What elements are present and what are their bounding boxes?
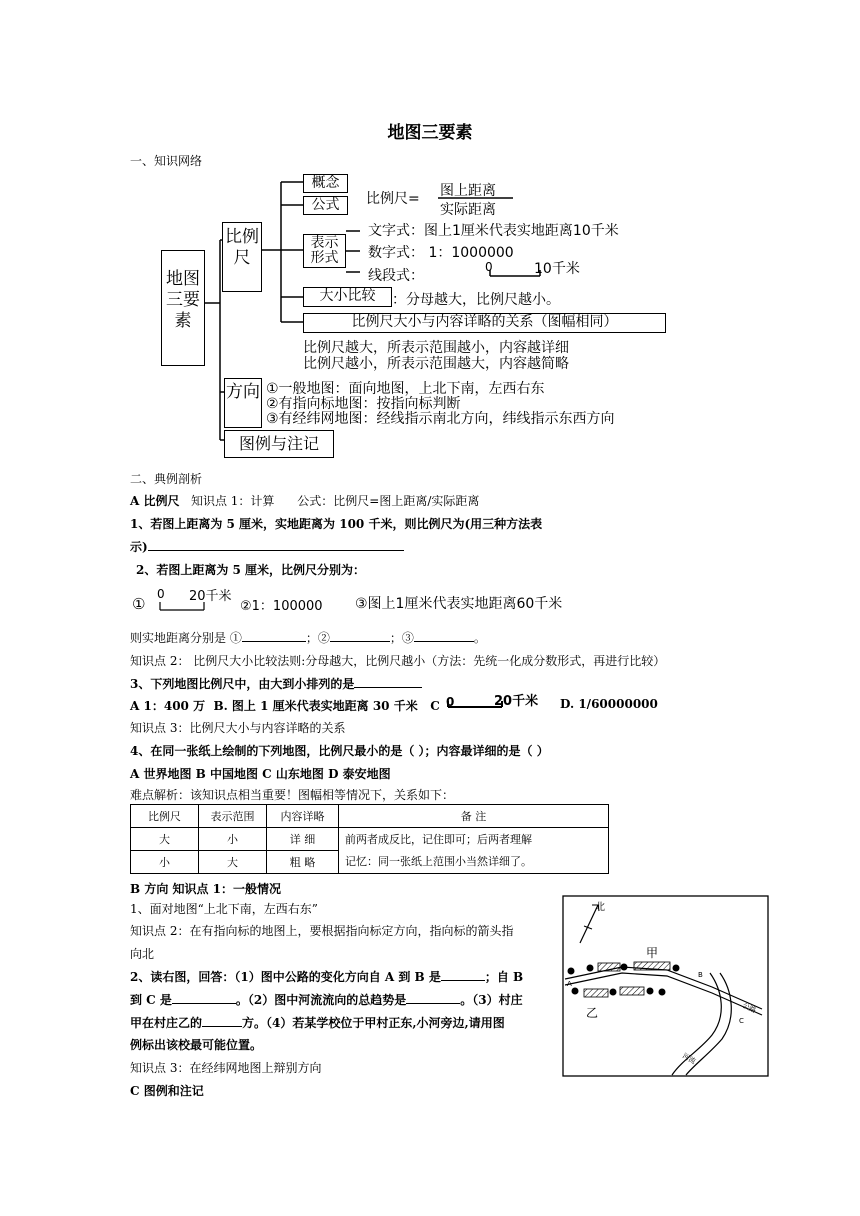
question-4-options: A 世界地图 B 中国地图 C 山东地图 D 泰安地图: [130, 767, 391, 781]
difficulty-note: 难点解析：该知识点相当重要！图幅相等情况下，关系如下：: [130, 788, 455, 802]
direction-item-3: ③有经纬网地图：经线指示南北方向，纬线指示东西方向: [266, 411, 615, 427]
relation-line-2: 比例尺越小，所表示范围越大，内容越简略: [303, 356, 569, 372]
section-knowledge-network: 一、知识网络: [130, 154, 203, 168]
mindmap-relation-node: 比例尺大小与内容详略的关系（图幅相同）: [303, 313, 666, 333]
mindmap-concept-node: 概念: [303, 174, 348, 193]
page-title: 地图三要素: [387, 123, 473, 143]
b-kp2-line2: 向北: [130, 947, 155, 961]
b2-line4: 例标出该校最可能位置。: [130, 1038, 263, 1052]
q3-line-scale: [446, 700, 506, 710]
b2-line3: 甲在村庄乙的 方。（4）若某学校位于甲村正东,小河旁边,请用图: [130, 1016, 505, 1030]
b-item-1: 1、面对地图“上北下南，左西右东”: [130, 902, 318, 916]
text-form: 文字式：图上1厘米代表实地距离10千米: [368, 223, 619, 239]
answer-blank[interactable]: [148, 538, 404, 551]
part-a-heading: A 比例尺 知识点 1：计算 公式：比例尺=图上距离/实际距离: [130, 494, 480, 508]
table-row: 大 小 详 细 前两者成反比，记住即可；后两者理解 记忆：同一张纸上范围小当然详细了。: [131, 828, 609, 851]
q3-optc-zero: 0: [446, 695, 455, 709]
point-c-label: C: [739, 1017, 744, 1025]
q2-option-1-end: 20千米: [189, 589, 232, 604]
mindmap-direction-node: 方向: [224, 378, 262, 428]
part-c-heading: C 图例和注记: [130, 1084, 204, 1098]
mindmap-scale-node: 比例尺: [222, 222, 262, 292]
table-header-row: 比例尺 表示范围 内容详略 备 注: [131, 805, 609, 828]
q3-option-d: D. 1/60000000: [560, 697, 658, 711]
q2-line-scale: [158, 600, 208, 612]
knowledge-point-2: 知识点 2： 比例尺大小比较法则:分母越大，比例尺越小（方法：先统一化成分数形式，再进行比较）: [130, 654, 666, 668]
mindmap-compare-node: 大小比较: [303, 287, 392, 307]
formula-lhs: 比例尺=: [366, 191, 420, 207]
q2-option-1-mark: ①: [132, 595, 146, 613]
q3-optc-end: 20千米: [494, 694, 539, 709]
question-2: 2、若图上距离为 5 厘米，比例尺分别为：: [136, 563, 366, 577]
direction-item-2: ②有指向标地图：按指向标判断: [266, 396, 461, 412]
line-form-end: 10千米: [534, 261, 580, 277]
number-form: 数字式： 1：1000000: [368, 245, 514, 261]
knowledge-point-3: 知识点 3：比例尺大小与内容详略的关系: [130, 721, 346, 735]
mindmap-root: 地图三要素: [161, 250, 205, 366]
village-jia-label: 甲: [646, 946, 659, 960]
line-form-label: 线段式：: [368, 268, 424, 284]
mindmap-forms-node: 表示形式: [303, 234, 346, 268]
line-form-zero: 0: [485, 260, 493, 274]
point-a-label: A: [567, 980, 572, 988]
direction-item-1: ①一般地图：面向地图，上北下南，左西右东: [266, 381, 545, 397]
question-3: 3、下列地图比例尺中，由大到小排列的是: [130, 675, 422, 692]
village-yi-block-2: [620, 987, 644, 995]
table-row: 小 大 粗 略: [131, 851, 609, 874]
q2-option-1-zero: 0: [157, 587, 165, 601]
river-label: 河流: [681, 1051, 698, 1066]
formula-denominator: 实际距离: [440, 202, 496, 218]
q2-option-2: ②1：100000: [240, 599, 323, 614]
formula-numerator: 图上距离: [440, 183, 496, 199]
table-note: 前两者成反比，记住即可；后两者理解 记忆：同一张纸上范围小当然详细了。: [339, 828, 609, 874]
village-yi-label: 乙: [586, 1006, 599, 1020]
b-kp2-line1: 知识点 2：在有指向标的地图上，要根据指向标定方向，指向标的箭头指: [130, 924, 514, 938]
village-map: [562, 895, 770, 1077]
village-yi-block-1: [584, 989, 608, 997]
section-examples: 二、典例剖析: [130, 472, 203, 486]
mindmap-legend-node: 图例与注记: [224, 430, 334, 458]
part-b-heading: B 方向 知识点 1：一般情况: [130, 882, 282, 896]
relation-line-1: 比例尺越大，所表示范围越小，内容越详细: [303, 340, 569, 356]
compare-text: ：分母越大，比例尺越小。: [392, 292, 560, 308]
question-1-line1: 1、若图上距离为 5 厘米，实地距离为 100 千米，则比例尺为(用三种方法表: [130, 517, 543, 531]
village-jia-block-2: [634, 962, 670, 970]
question-1-line2: 示): [130, 538, 404, 555]
village-jia-block-1: [598, 963, 620, 971]
q2-answer-line: 则实地距离分别是 ① ；② ；③ 。: [130, 631, 486, 645]
point-b-label: B: [698, 971, 703, 979]
b2-line2: 到 C 是 。（2）图中河流流向的总趋势是 。（3）村庄: [130, 993, 523, 1007]
scale-detail-table: [130, 804, 609, 874]
north-label: 北: [595, 902, 605, 913]
q2-option-3: ③图上1厘米代表实地距离60千米: [355, 596, 563, 612]
question-4: 4、在同一张纸上绘制的下列地图，比例尺最小的是（ ）；内容最详细的是（ ）: [130, 744, 549, 758]
b2-line1: 2、读右图，回答：（1）图中公路的变化方向自 A 到 B 是 ；自 B: [130, 970, 524, 984]
mindmap-formula-node: 公式: [303, 196, 348, 215]
b-kp3: 知识点 3：在经纬网地图上辩别方向: [130, 1061, 322, 1075]
road-label: 公路: [741, 1001, 758, 1015]
question-3-options: A 1：400 万 B. 图上 1 厘米代表实地距离 30 千米 C: [130, 699, 440, 713]
